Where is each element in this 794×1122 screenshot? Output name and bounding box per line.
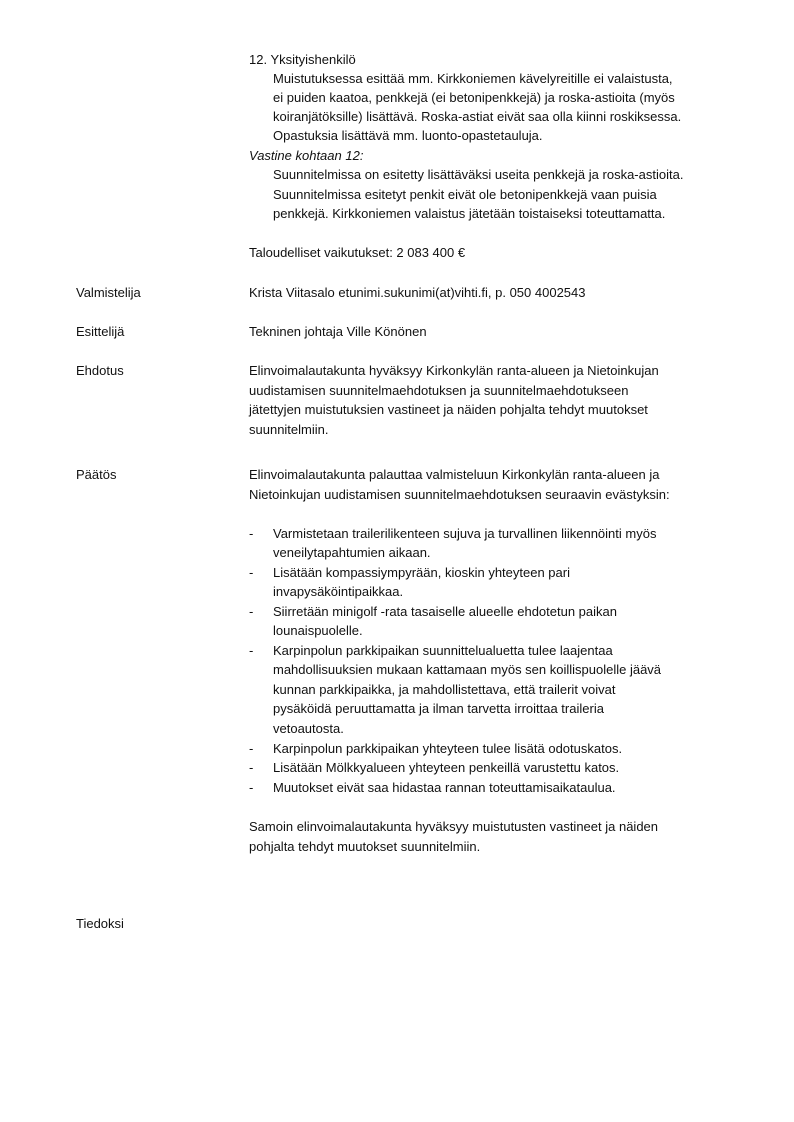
bullet-marker: - — [249, 780, 254, 795]
bullet-line: Karpinpolun parkkipaikan suunnittelualuetta tulee laajentaa — [273, 643, 613, 658]
response-line: Suunnitelmissa on esitetty lisättäväksi useita penkkejä ja roska-astioita. — [273, 167, 684, 182]
ehdotus-line: suunnitelmiin. — [249, 422, 329, 437]
bullet-line: kunnan parkkipaikka, ja mahdollistettava, että trailerit voivat — [273, 682, 616, 697]
label-esittelija: Esittelijä — [76, 324, 125, 339]
item-heading: 12. Yksityishenkilö — [249, 52, 356, 67]
bullet-line: lounaispuolelle. — [273, 623, 363, 638]
bullet-line: veneilytapahtumien aikaan. — [273, 545, 431, 560]
paatos-closing-line: Samoin elinvoimalautakunta hyväksyy muistutusten vastineet ja näiden — [249, 819, 659, 834]
label-paatos: Päätös — [76, 467, 117, 482]
label-tiedoksi: Tiedoksi — [76, 916, 124, 931]
bullet-line: Varmistetaan trailerilikenteen sujuva ja turvallinen liikennöinti myös — [273, 526, 657, 541]
bullet-marker: - — [249, 741, 254, 756]
ehdotus-line: jätettyjen muistutuksien vastineet ja näiden pohjalta tehdyt muutokset — [249, 402, 648, 417]
bullet-line: Muutokset eivät saa hidastaa rannan toteuttamisaikataulua. — [273, 780, 616, 795]
bullet-marker: - — [249, 526, 254, 541]
value-esittelija: Tekninen johtaja Ville Könönen — [249, 324, 427, 339]
economic-impact: Taloudelliset vaikutukset: 2 083 400 € — [249, 245, 466, 260]
comment-line: ei puiden kaatoa, penkkejä (ei betonipenkkejä) ja roska-astioita (myös — [273, 90, 675, 105]
comment-line: Muistutuksessa esittää mm. Kirkkoniemen kävelyreitille ei valaistusta, — [273, 71, 673, 86]
paatos-intro-line: Nietoinkujan uudistamisen suunnitelmaehdotuksen seuraavin evästyksin: — [249, 487, 670, 502]
response-line: Suunnitelmissa esitetyt penkit eivät ole betonipenkkejä vaan puisia — [273, 187, 657, 202]
bullet-line: pysäköidä peruuttamatta ja ilman tarvetta irroittaa traileria — [273, 701, 604, 716]
bullet-marker: - — [249, 643, 254, 658]
bullet-marker: - — [249, 565, 254, 580]
label-ehdotus: Ehdotus — [76, 363, 124, 378]
bullet-line: Karpinpolun parkkipaikan yhteyteen tulee lisätä odotuskatos. — [273, 741, 623, 756]
bullet-line: Lisätään Mölkkyalueen yhteyteen penkeillä varustettu katos. — [273, 760, 620, 775]
comment-line: koiranjätöksille) lisättävä. Roska-astiat eivät saa olla kiinni roskiksessa. — [273, 109, 682, 124]
bullet-line: mahdollisuuksien mukaan kattamaan myös sen koillispuolelle jäävä — [273, 662, 662, 677]
bullet-line: Siirretään minigolf -rata tasaiselle alueelle ehdotetun paikan — [273, 604, 617, 619]
paatos-intro-line: Elinvoimalautakunta palauttaa valmisteluun Kirkonkylän ranta-alueen ja — [249, 467, 660, 482]
ehdotus-line: Elinvoimalautakunta hyväksyy Kirkonkylän ranta-alueen ja Nietoinkujan — [249, 363, 659, 378]
bullet-marker: - — [249, 604, 254, 619]
comment-line: Opastuksia lisättävä mm. luonto-opastetauluja. — [273, 128, 543, 143]
response-line: penkkejä. Kirkkoniemen valaistus jätetään toistaiseksi toteuttamatta. — [273, 206, 666, 221]
bullet-line: vetoautosta. — [273, 721, 344, 736]
response-heading: Vastine kohtaan 12: — [249, 148, 364, 163]
value-valmistelija: Krista Viitasalo etunimi.sukunimi(at)vihti.fi, p. 050 4002543 — [249, 285, 586, 300]
bullet-line: invapysäköintipaikkaa. — [273, 584, 404, 599]
ehdotus-line: uudistamisen suunnitelmaehdotuksen ja suunnitelmaehdotukseen — [249, 383, 629, 398]
label-valmistelija: Valmistelija — [76, 285, 141, 300]
paatos-closing-line: pohjalta tehdyt muutokset suunnitelmiin. — [249, 839, 481, 854]
bullet-marker: - — [249, 760, 254, 775]
bullet-line: Lisätään kompassiympyrään, kioskin yhteyteen pari — [273, 565, 570, 580]
